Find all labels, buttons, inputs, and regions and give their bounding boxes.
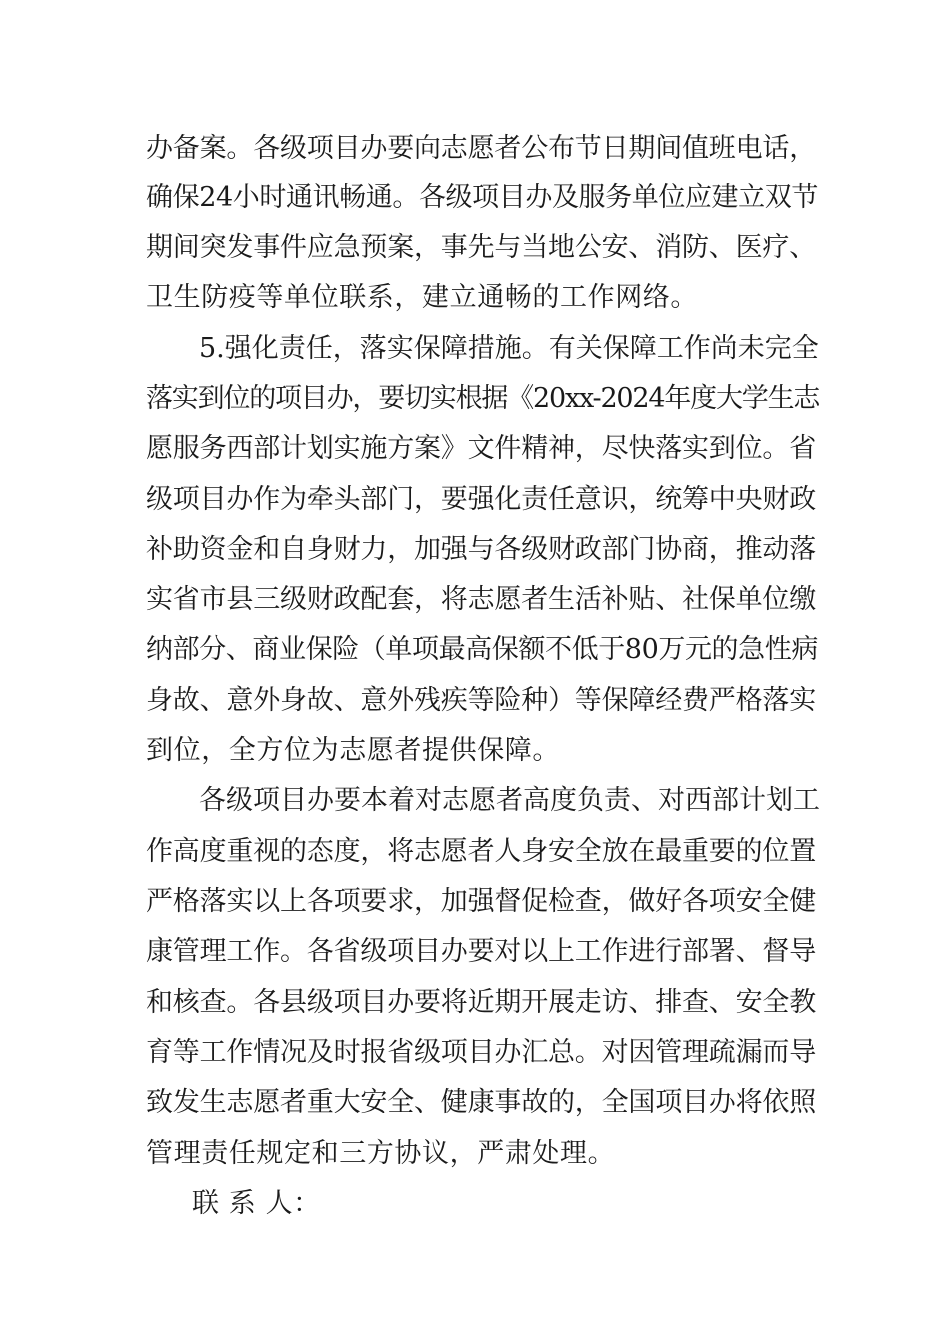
text-line: 办备案。各级项目办要向志愿者公布节日期间值班电话，	[146, 133, 816, 164]
text-line: 和核查。各县级项目办要将近期开展走访、排查、安全教	[146, 987, 816, 1018]
text-line: 确保24小时通讯畅通。各级项目办及服务单位应建立双节	[146, 182, 818, 213]
text-line: 卫生防疫等单位联系，建立通畅的工作网络。	[146, 282, 698, 313]
text-line: 实省市县三级财政配套，将志愿者生活补贴、社保单位缴	[146, 584, 816, 615]
text-line: 到位，全方位为志愿者提供保障。	[146, 735, 560, 766]
text-line: 身故、意外身故、意外残疾等险种）等保障经费严格落实	[146, 685, 816, 716]
text-line: 康管理工作。各省级项目办要对以上工作进行部署、督导	[146, 936, 816, 967]
text-line: 管理责任规定和三方协议，严肃处理。	[146, 1138, 616, 1169]
closing-paragraph-first-line: 各级项目办要本着对志愿者高度负责、对西部计划工	[199, 785, 820, 816]
text-line: 补助资金和自身财力，加强与各级财政部门协商，推动落	[146, 534, 816, 565]
text-line: 级项目办作为牵头部门，要强化责任意识，统筹中央财政	[146, 484, 816, 515]
text-line: 作高度重视的态度，将志愿者人身安全放在最重要的位置	[146, 836, 816, 867]
text-line: 落实到位的项目办，要切实根据《20xx-2024年度大学生志	[146, 383, 820, 414]
text-line: 期间突发事件应急预案，事先与当地公安、消防、医疗、	[146, 232, 816, 263]
text-line: 愿服务西部计划实施方案》文件精神，尽快落实到位。省	[146, 433, 816, 464]
text-line: 致发生志愿者重大安全、健康事故的，全国项目办将依照	[146, 1087, 816, 1118]
text-line: 严格落实以上各项要求，加强督促检查，做好各项安全健	[146, 886, 816, 917]
contact-person-label: 联 系 人：	[192, 1188, 321, 1219]
text-line: 育等工作情况及时报省级项目办汇总。对因管理疏漏而导	[146, 1037, 816, 1068]
text-line: 纳部分、商业保险（单项最高保额不低于80万元的急性病	[146, 634, 818, 665]
paragraph-5-first-line: 5.强化责任，落实保障措施。有关保障工作尚未完全	[199, 333, 819, 364]
